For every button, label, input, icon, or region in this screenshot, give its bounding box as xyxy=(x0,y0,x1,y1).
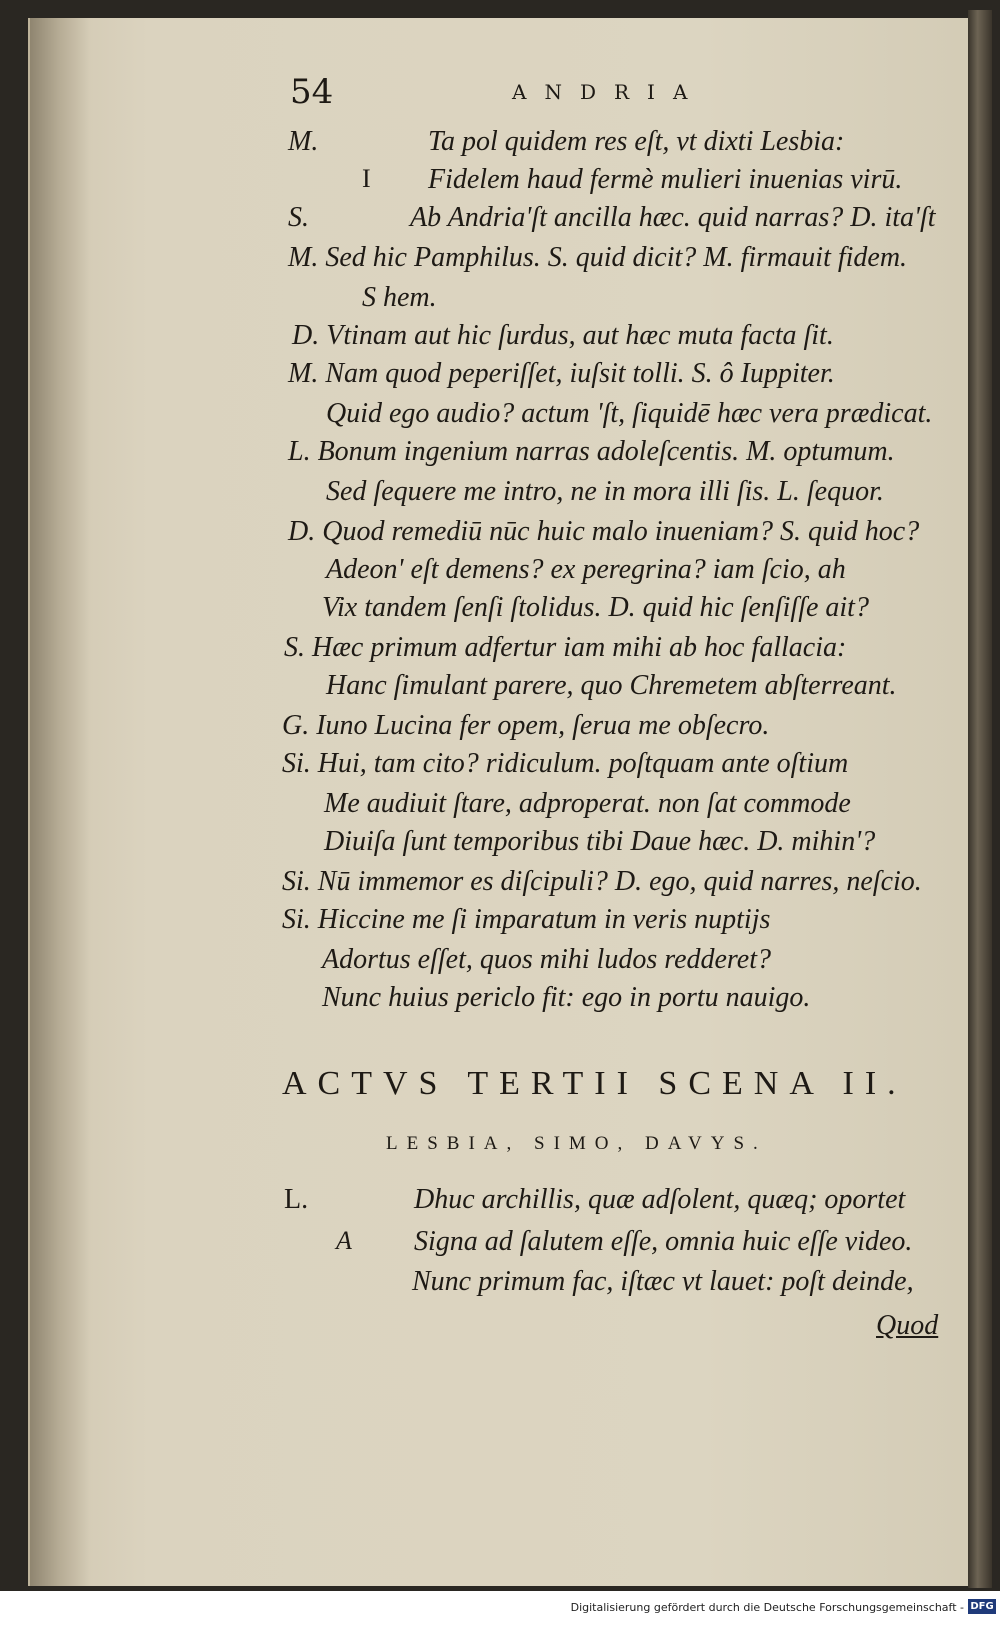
dfg-logo: DFG xyxy=(968,1599,996,1614)
speaker-label: S. xyxy=(288,202,309,233)
page-gutter-shadow xyxy=(30,18,90,1586)
page-number: 54 xyxy=(290,72,334,112)
footer-credit: Digitalisierung gefördert durch die Deutsche Forschungsgemeinschaft - xyxy=(570,1601,964,1614)
verse-line: Ab Andria'ſt ancilla hæc. quid narras? D. ita'ſt xyxy=(410,202,936,233)
verse-line: Dhuc archillis, quæ adſolent, quæq; oportet xyxy=(414,1184,906,1215)
book-edge xyxy=(968,10,992,1588)
verse-line: G. Iuno Lucina fer opem, ſerua me obſecro. xyxy=(282,710,770,741)
verse-line: M. Nam quod peperiſſet, iuſsit tolli. S. ô Iuppiter. xyxy=(288,358,835,389)
verse-line: Si. Hui, tam cito? ridiculum. poſtquam ante oſtium xyxy=(282,748,849,779)
verse-marker: A xyxy=(336,1226,352,1255)
verse-line: S. Hæc primum adfertur iam mihi ab hoc fallacia: xyxy=(284,632,847,663)
verse-line: Fidelem haud fermè mulieri inuenias virū. xyxy=(428,164,903,195)
verse-line: Hanc ſimulant parere, quo Chremetem abſterreant. xyxy=(326,670,897,701)
verse-line: Si. Hiccine me ſi imparatum in veris nuptijs xyxy=(282,904,771,935)
verse-line: Vix tandem ſenſi ſtolidus. D. quid hic ſenſiſſe ait? xyxy=(322,592,869,623)
verse-line: Si. Nū immemor es diſcipuli? D. ego, quid narres, neſcio. xyxy=(282,866,922,897)
verse-line: Diuiſa ſunt temporibus tibi Daue hæc. D. mihin'? xyxy=(324,826,876,857)
verse-line: Adeon' eſt demens? ex peregrina? iam ſcio, ah xyxy=(326,554,846,585)
verse-line: Nunc huius periclo fit: ego in portu nauigo. xyxy=(322,982,811,1013)
running-title: ANDRIA xyxy=(512,80,706,104)
dramatis-personae: LESBIA, SIMO, DAVYS. xyxy=(386,1133,767,1154)
verse-line: Adortus eſſet, quos mihi ludos redderet? xyxy=(322,944,771,975)
verse-line: Me audiuit ſtare, adproperat. non ſat commode xyxy=(324,788,851,819)
verse-line: Ta pol quidem res eſt, vt dixti Lesbia: xyxy=(428,126,845,157)
digitization-footer xyxy=(0,1591,1000,1625)
act-scene-heading: ACTVS TERTII SCENA II. xyxy=(282,1065,907,1102)
verse-line: D. Quod remediū nūc huic malo inueniam? S. quid hoc? xyxy=(288,516,920,547)
verse-marker: I xyxy=(362,164,371,193)
verse-line: Sed ſequere me intro, ne in mora illi ſis. L. ſequor. xyxy=(326,476,884,507)
catchword: Quod xyxy=(876,1310,939,1341)
verse-line: M. Sed hic Pamphilus. S. quid dicit? M. firmauit fidem. xyxy=(288,242,908,273)
verse-line: D. Vtinam aut hic ſurdus, aut hæc muta facta ſit. xyxy=(292,320,834,351)
speaker-label: M. xyxy=(288,126,319,157)
speaker-label: L. xyxy=(284,1184,309,1215)
verse-line: S hem. xyxy=(362,282,437,313)
verse-line: Quid ego audio? actum 'ſt, ſiquidē hæc vera prædicat. xyxy=(326,398,933,429)
verse-line: Nunc primum fac, iſtæc vt lauet: poſt deinde, xyxy=(412,1266,914,1297)
verse-line: Signa ad ſalutem eſſe, omnia huic eſſe video. xyxy=(414,1226,913,1257)
verse-line: L. Bonum ingenium narras adoleſcentis. M. optumum. xyxy=(288,436,895,467)
